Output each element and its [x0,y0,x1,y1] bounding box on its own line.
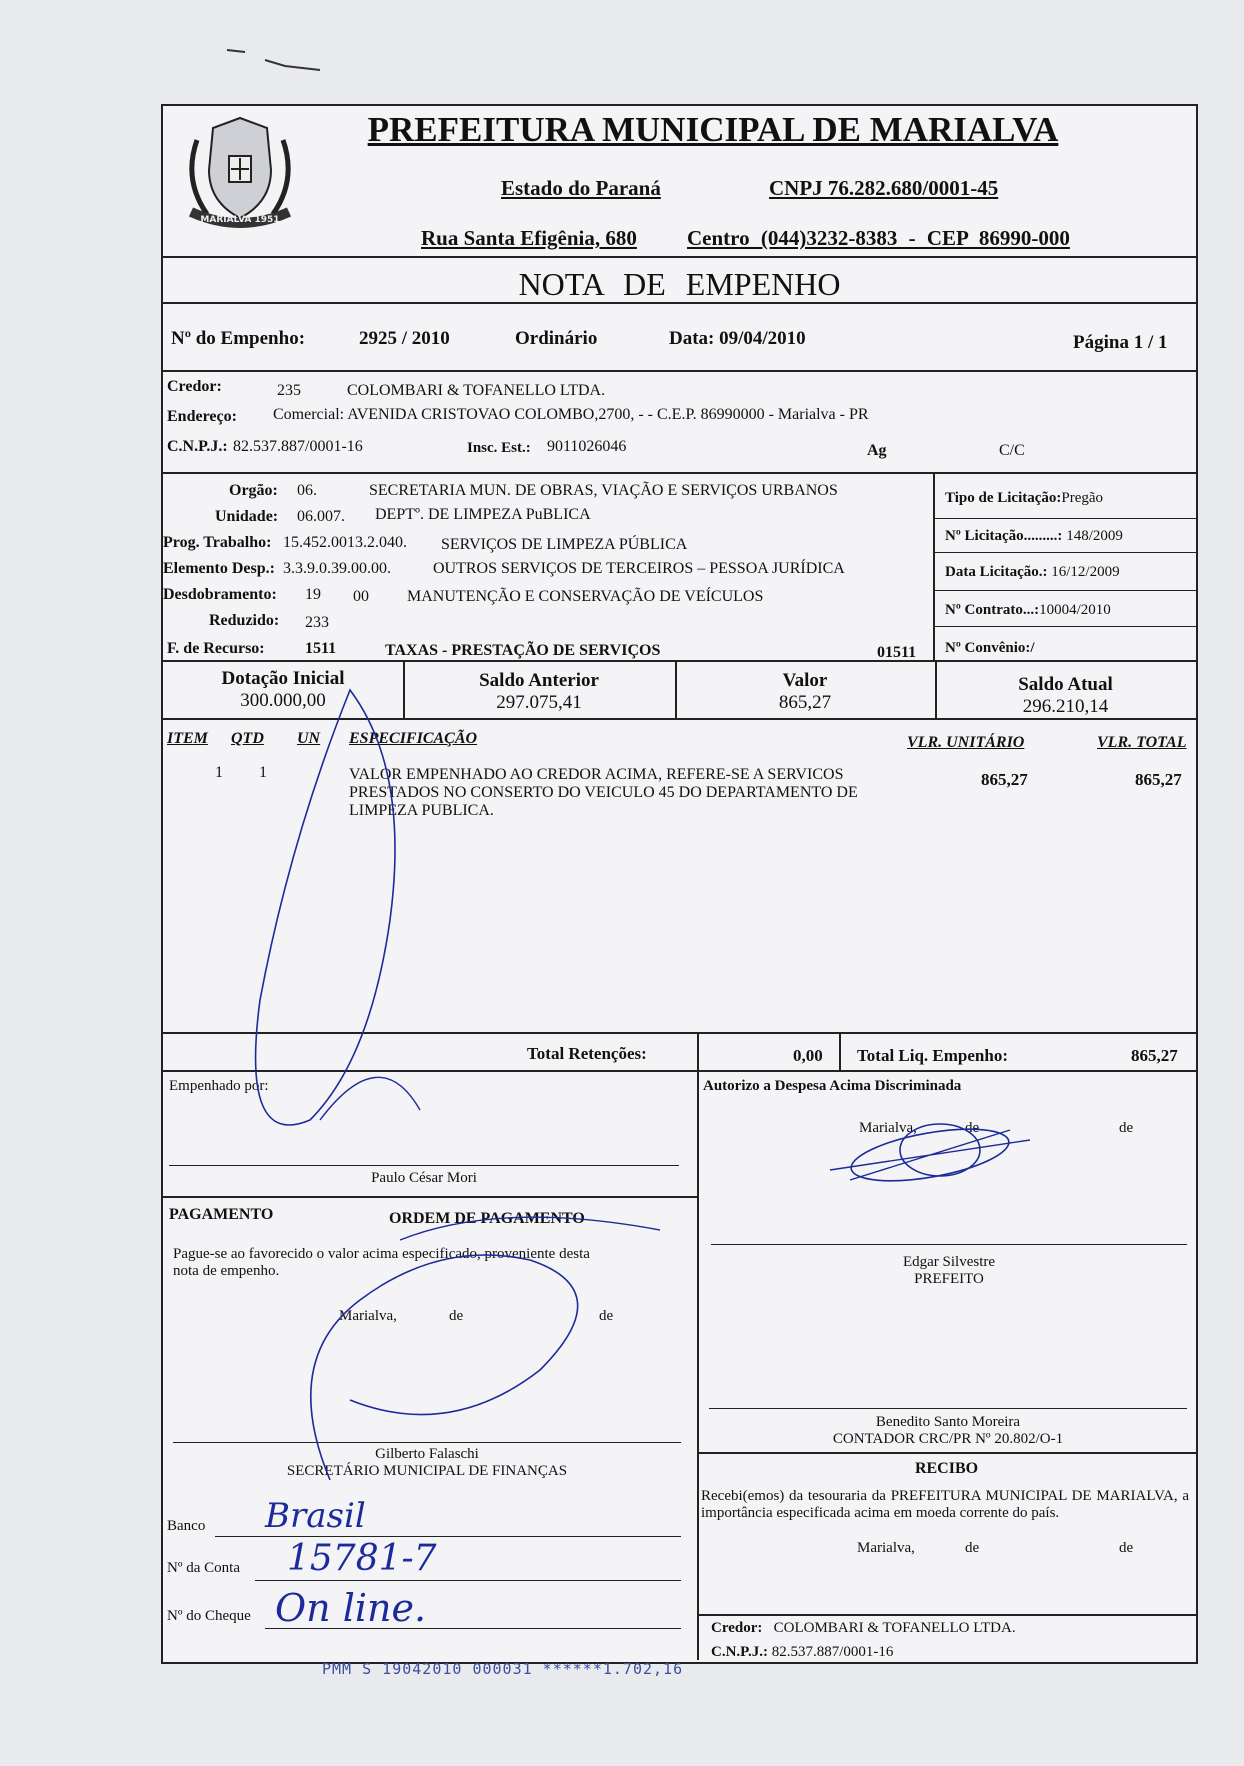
banco-label: Banco [167,1518,206,1534]
recurso-label: F. de Recurso: [167,640,265,657]
conta-label: Nº da Conta [167,1560,240,1576]
pagamento-de-2: de [599,1308,614,1324]
header-cnpj: CNPJ 76.282.680/0001-45 [769,176,999,200]
header-state: Estado do Paraná [501,176,661,200]
elemento-code: 3.3.9.0.39.00.00. [283,560,391,577]
header-title: PREFEITURA MUNICIPAL DE MARIALVA [367,110,1059,149]
elemento-label: Elemento Desp.: [163,560,275,577]
pagamento-label: PAGAMENTO [169,1206,274,1223]
credor-name: COLOMBARI & TOFANELLO LTDA. [347,382,606,399]
credor-label: Credor: [167,378,222,395]
empenhado-signer: Paulo César Mori [371,1170,477,1186]
pagamento-de-1: de [449,1308,464,1324]
col-item: ITEM [167,730,208,747]
recibo-de-2: de [1119,1540,1134,1556]
insc-value: 9011026046 [547,438,627,455]
orgao-code: 06. [297,482,317,499]
banco-value: Brasil [265,1496,366,1536]
ordem-pagamento: ORDEM DE PAGAMENTO [389,1210,585,1227]
item-total-value: 865,27 [1135,770,1182,789]
elemento-desc: OUTROS SERVIÇOS DE TERCEIROS – PESSOA JURÍDICA [433,560,845,577]
payment-stamp: PMM S 19042010 000031 ******1.702,16 [322,1660,684,1678]
total-liquido-value: 865,27 [1131,1046,1178,1065]
unidade-label: Unidade: [215,508,279,525]
recibo-de-1: de [965,1540,980,1556]
recurso-desc: TAXAS - PRESTAÇÃO DE SERVIÇOS [385,642,661,659]
orgao-label: Orgão: [229,482,278,499]
recibo-label: RECIBO [914,1460,979,1477]
header-address-rest: Centro (044)3232-8383 - CEP 86990-000 [687,226,1070,250]
document-title: NOTA DE EMPENHO [518,266,841,302]
credor-code: 235 [277,382,301,399]
dotacao-inicial: Dotação Inicial 300.000,00 [221,668,345,711]
pagamento-text: Pague-se ao favorecido o valor acima especificado, proveniente desta nota de empenho. [173,1246,590,1279]
empenhado-por-label: Empenhado por: [169,1078,269,1094]
total-retencoes-value: 0,00 [793,1046,823,1065]
endereco-value: Comercial: AVENIDA CRISTOVAO COLOMBO,2700, - - C.E.P. 86990000 - Marialva - PR [273,406,869,423]
pagamento-place: Marialva, [339,1308,397,1324]
handwritten-signature-empenhado [220,680,460,1140]
valor: Valor 865,27 [778,670,832,713]
recibo-credor: Credor: COLOMBARI & TOFANELLO LTDA. [711,1620,1016,1636]
cheque-value: On line. [275,1586,427,1630]
item-number: 1 [215,764,223,781]
col-especificacao: ESPECIFICAÇÃO [349,730,478,747]
autorizo-label: Autorizo a Despesa Acima Discriminada [703,1078,962,1094]
municipal-crest [177,110,303,236]
desdobramento-desc: MANUTENÇÃO E CONSERVAÇÃO DE VEÍCULOS [407,588,764,605]
licitacao-numero: Nº Licitação.........: 148/2009 [945,528,1123,544]
total-retencoes-label: Total Retenções: [527,1044,647,1063]
header-address: Rua Santa Efigênia, 680 [421,226,637,250]
cnpj-value: 82.537.887/0001-16 [233,438,363,455]
handwritten-signature-prefeito [820,1110,1040,1200]
recibo-text: Recebi(emos) da tesouraria da PREFEITURA MUNICIPAL DE MARIALVA, a importância especificada acima em moeda corrente do país. [701,1488,1189,1521]
empenho-label: Nº do Empenho: [171,328,306,349]
prog-code: 15.452.0013.2.040. [283,534,407,551]
empenho-page: Página 1 / 1 [1073,332,1168,353]
handwritten-signature-secretario [240,1180,660,1500]
item-unit-value: 865,27 [981,770,1028,789]
desdobramento-label: Desdobramento: [163,586,277,603]
ag-label: Ag [867,442,887,459]
col-vlr-total: VLR. TOTAL [1097,734,1187,751]
recurso-code: 1511 [305,640,337,657]
licitacao-tipo: Tipo de Licitação:Pregão [945,490,1104,506]
empenho-date: Data: 09/04/2010 [669,328,806,349]
recurso-code-2: 01511 [877,644,917,661]
cc-label: C/C [999,442,1025,459]
orgao-desc: SECRETARIA MUN. DE OBRAS, VIAÇÃO E SERVIÇOS URBANOS [369,482,838,499]
total-liquido-label: Total Liq. Empenho: [857,1046,1008,1065]
saldo-atual: Saldo Atual 296.210,14 [1018,674,1113,717]
reduzido-label: Reduzido: [209,612,280,629]
reduzido-value: 233 [305,614,329,631]
col-un: UN [297,730,321,747]
prog-label: Prog. Trabalho: [163,534,272,551]
recibo-place: Marialva, [857,1540,915,1556]
prog-desc: SERVIÇOS DE LIMPEZA PÚBLICA [441,536,688,553]
secretario-signer: Gilberto Falaschi SECRETÁRIO MUNICIPAL DE FINANÇAS [286,1446,568,1479]
licitacao-convenio: Nº Convênio:/ [945,640,1035,656]
item-qtd: 1 [259,764,267,781]
contador-signer: Benedito Santo Moreira CONTADOR CRC/PR Nº 20.802/O-1 [832,1414,1064,1447]
cheque-label: Nº do Cheque [167,1608,251,1624]
recibo-cnpj: C.N.P.J.: 82.537.887/0001-16 [711,1644,894,1660]
licitacao-data: Data Licitação.: 16/12/2009 [945,564,1120,580]
insc-label: Insc. Est.: [467,440,531,456]
unidade-desc: DEPTº. DE LIMPEZA PuBLICA [375,506,591,523]
cnpj-label: C.N.P.J.: [167,438,228,455]
autorizo-de-2: de [1119,1120,1134,1136]
conta-value: 15781-7 [287,1538,437,1579]
scan-mark [225,44,335,72]
col-vlr-unitario: VLR. UNITÁRIO [907,734,1025,751]
unidade-code: 06.007. [297,508,345,525]
desdobramento-b: 00 [353,588,369,605]
prefeito-signer: Edgar Silvestre PREFEITO [902,1254,996,1287]
licitacao-contrato: Nº Contrato...:10004/2010 [945,602,1111,618]
desdobramento-a: 19 [305,586,321,603]
autorizo-de-1: de [965,1120,980,1136]
saldo-anterior: Saldo Anterior 297.075,41 [479,670,599,713]
item-spec: VALOR EMPENHADO AO CREDOR ACIMA, REFERE-SE A SERVICOS PRESTADOS NO CONSERTO DO VEICULO 45 DO DEPARTAMENTO DE LIMPEZA PUBLICA. [349,766,858,819]
empenho-number: 2925 / 2010 [359,328,450,349]
empenho-type: Ordinário [515,328,598,349]
endereco-label: Endereço: [167,408,237,425]
autorizo-place: Marialva, [859,1120,917,1136]
crest-text: MARIALVA 1951 [200,215,280,225]
col-qtd: QTD [231,730,264,747]
